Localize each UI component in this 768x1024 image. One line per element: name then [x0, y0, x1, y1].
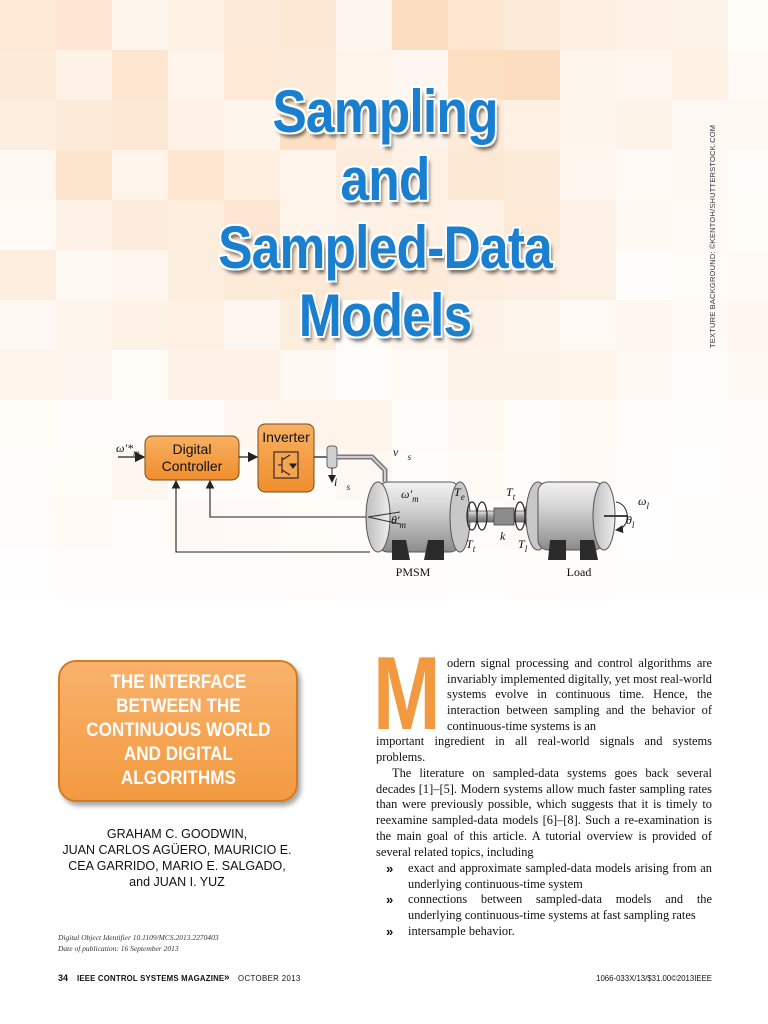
texture-tile [672, 300, 728, 350]
texture-tile [728, 50, 768, 100]
current-sensor [327, 446, 337, 468]
texture-tile [728, 300, 768, 350]
texture-tile [224, 0, 280, 50]
topic-list [386, 861, 712, 940]
magazine-name: IEEE CONTROL SYSTEMS MAGAZINE [77, 974, 225, 983]
texture-tile [672, 250, 728, 300]
vs-label: $v⃗_s$ [393, 445, 412, 462]
texture-tile [336, 0, 392, 50]
texture-tile [504, 350, 560, 400]
list-item: » intersample behavior. [386, 923, 515, 939]
texture-tile [560, 350, 616, 400]
load-mass [526, 482, 628, 560]
paragraph-1-continued: important ingredient in all real-world signals and systems problems. [376, 734, 712, 764]
title-line: and [340, 146, 430, 213]
texture-tile [728, 450, 768, 500]
thl-label: $\theta_l$ [626, 513, 635, 530]
bullet-icon: » [386, 861, 394, 876]
input-reference-label: $\omega'*_m$ [116, 441, 140, 458]
texture-tile [672, 0, 728, 50]
texture-tile [280, 0, 336, 50]
texture-tile [0, 50, 56, 100]
texture-tile [280, 350, 336, 400]
paragraph-1-start: odern signal processing and control algorithms are invariably implemented digitally, yet most real-world systems evolve in continuous time. Hence, the interaction between sampling and the behavior of continuous-time systems is an [447, 656, 712, 733]
wl-label: $\omega_l$ [638, 494, 649, 511]
texture-tile [112, 0, 168, 50]
issue-date: OCTOBER 2013 [238, 974, 301, 983]
texture-tile [56, 400, 112, 450]
bullet-icon: » [386, 892, 394, 908]
texture-tile [392, 350, 448, 400]
tl-label: $T_l$ [518, 537, 528, 554]
texture-tile [0, 550, 56, 600]
texture-tile [0, 0, 56, 50]
pmsm-system-diagram [110, 412, 670, 584]
texture-tile [168, 350, 224, 400]
transistor-icon [274, 452, 298, 478]
texture-tile [672, 50, 728, 100]
texture-tile [224, 350, 280, 400]
texture-tile [0, 400, 56, 450]
texture-tile [56, 500, 112, 550]
texture-tile [672, 150, 728, 200]
bullet-icon: » [386, 923, 394, 939]
texture-tile [448, 0, 504, 50]
list-item: » exact and approximate sampled-data models arising from an underlying continuous-time system [386, 861, 712, 891]
texture-tile [616, 100, 672, 150]
article-title [150, 78, 620, 350]
is-label: $i⃗_s$ [334, 475, 351, 492]
texture-tile [168, 0, 224, 50]
texture-tile [56, 0, 112, 50]
texture-tile [616, 150, 672, 200]
texture-tile [616, 50, 672, 100]
texture-tile [56, 150, 112, 200]
texture-tile [56, 300, 112, 350]
list-item: » connections between sampled-data models and the underlying continuous-time systems at fast sampling rates [386, 892, 712, 923]
texture-tile [728, 550, 768, 600]
texture-tile [728, 400, 768, 450]
texture-tile [560, 0, 616, 50]
texture-tile [616, 0, 672, 50]
texture-tile [672, 400, 728, 450]
page-number: 34 [58, 973, 69, 983]
texture-tile [56, 550, 112, 600]
subtitle-box [58, 660, 298, 802]
subtitle-text: THE INTERFACE BETWEEN THE CONTINUOUS WORLD AND DIGITAL ALGORITHMS [85, 672, 271, 789]
load-label: Load [566, 565, 592, 579]
pmsm-label: PMSM [395, 565, 431, 579]
texture-tile [0, 200, 56, 250]
texture-tile [728, 350, 768, 400]
copyright-code: 1066-033X/13/$31.00©2013IEEE [596, 974, 712, 983]
texture-tile [0, 100, 56, 150]
title-line: Sampling [272, 78, 498, 145]
texture-tile [392, 0, 448, 50]
texture-tile [672, 500, 728, 550]
texture-tile [728, 150, 768, 200]
texture-tile [616, 300, 672, 350]
wm-label: $\omega'_m$ [401, 487, 419, 504]
texture-tile [336, 350, 392, 400]
texture-tile [112, 350, 168, 400]
texture-tile [616, 200, 672, 250]
thm-label: $\theta'_m$ [391, 513, 407, 530]
texture-tile [672, 350, 728, 400]
author-list: GRAHAM C. GOODWIN, JUAN CARLOS AGÜERO, MAURICIO E. CEA GARRIDO, MARIO E. SALGADO, and JUAN I. YUZ [62, 827, 292, 889]
paragraph-2: The literature on sampled-data systems goes back several decades [1]–[5]. Modern systems allow much faster sampling rates than were previously possible, which suggests that it is timely to reexamine sampled-data models [6]–[8]. Such a re-examination is the main goal of this article. A tutorial overview is provided of several related topics, including [376, 766, 712, 859]
texture-tile [728, 250, 768, 300]
texture-tile [56, 350, 112, 400]
tt1-label: $T_t$ [466, 537, 476, 554]
page-footer [58, 973, 712, 987]
texture-tile [56, 200, 112, 250]
texture-tile [616, 250, 672, 300]
texture-tile [0, 250, 56, 300]
image-credit: TEXTURE BACKGROUND: ©KENTOH/SHUTTERSTOCK.COM [708, 124, 717, 348]
texture-tile [672, 100, 728, 150]
title-line: Sampled-Data [218, 214, 552, 281]
tt2-label: $T_t$ [506, 485, 516, 502]
publication-date: Date of publication: 16 September 2013 [58, 944, 179, 953]
texture-tile [56, 50, 112, 100]
texture-tile [728, 0, 768, 50]
te-label: $T_e$ [454, 485, 465, 502]
texture-tile [504, 0, 560, 50]
texture-tile [672, 200, 728, 250]
controller-label-line1: Digital [172, 441, 212, 457]
texture-tile [0, 300, 56, 350]
separator-icon: » [224, 972, 230, 983]
texture-tile [0, 150, 56, 200]
publication-info [58, 932, 219, 954]
inverter-label: Inverter [262, 429, 310, 445]
title-line: Models [298, 282, 472, 349]
controller-label-line2: Controller [161, 458, 223, 474]
texture-tile [616, 350, 672, 400]
shaft-coupling [494, 508, 514, 525]
drop-cap: M [373, 636, 441, 752]
texture-tile [0, 500, 56, 550]
texture-tile [56, 250, 112, 300]
texture-tile [672, 450, 728, 500]
texture-tile [728, 500, 768, 550]
texture-tile [728, 200, 768, 250]
texture-tile [672, 550, 728, 600]
doi: Digital Object Identifier 10.1109/MCS.2013.2270403 [58, 933, 219, 942]
k-label: k [500, 529, 506, 543]
texture-tile [0, 450, 56, 500]
texture-tile [0, 350, 56, 400]
texture-tile [448, 350, 504, 400]
texture-tile [56, 100, 112, 150]
texture-tile [56, 450, 112, 500]
texture-tile [728, 100, 768, 150]
